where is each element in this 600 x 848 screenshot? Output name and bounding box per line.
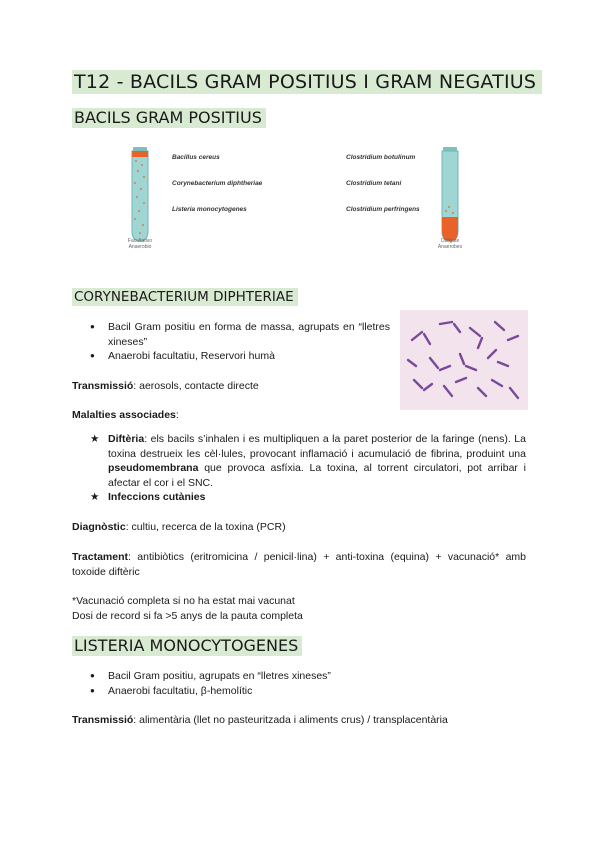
figure-label-corynebacterium: Corynebacterium diphtheriae bbox=[172, 180, 263, 187]
listeria-bullet-2: Anaerobi facultatiu, β-hemolític bbox=[108, 684, 253, 697]
difteria-text-1: : els bacils s’inhalen i es multipliquen a la paret posterior de la faringe (nens). La toxina destrueix les cèl·lules, provocant inflamació i acumulació de fibrina, produint una bbox=[108, 433, 526, 460]
difteria-text-2: que provoca asfíxia. La toxina, al torrent circulatori, pot arribar i afectar el cor i el SNC. bbox=[108, 462, 526, 489]
tractament-text: : antibiòtics (eritromicina / penicil·lina) + anti-toxina (equina) + vacunació* amb toxoide diftèric bbox=[72, 551, 526, 578]
coryne-tractament bbox=[72, 550, 526, 579]
bullet-marker: ● bbox=[90, 685, 95, 695]
star-marker: ★ bbox=[90, 433, 100, 445]
diagnostic-text: : cultiu, recerca de la toxina (PCR) bbox=[125, 521, 286, 533]
anaerobe-tube-illustration bbox=[430, 145, 470, 245]
malalties-colon: : bbox=[175, 409, 179, 421]
star-marker: ★ bbox=[90, 491, 100, 503]
listeria-transmissio-text: : alimentària (llet no pasteuritzada i aliments crus) / transplacentària bbox=[133, 714, 448, 726]
listeria-bullet-1: Bacil Gram positiu, agrupats en “lletres xineses” bbox=[108, 670, 331, 682]
listeria-transmissio bbox=[72, 713, 448, 728]
transmissio-label: Transmissió bbox=[72, 380, 134, 392]
coryne-bullet-2: Anaerobi facultatiu, Reservori humà bbox=[108, 350, 275, 362]
figure-label-bacillus: Bacillus cereus bbox=[172, 154, 220, 161]
bullet-marker: ● bbox=[90, 671, 95, 680]
figure-label-c-tetani: Clostridium tetani bbox=[346, 180, 402, 187]
listeria-bullet-list bbox=[90, 669, 510, 698]
vaccination-note-1: *Vacunació completa si no ha estat mai vacunat bbox=[72, 595, 295, 607]
coryne-diagnostic bbox=[72, 520, 286, 535]
right-tube-caption-1: Obligate bbox=[440, 238, 460, 244]
malalties-label: Malalties associades bbox=[72, 409, 176, 421]
list-item bbox=[90, 684, 510, 699]
tractament-label: Tractament bbox=[72, 551, 129, 563]
facultative-tube-illustration bbox=[120, 145, 160, 245]
figure-label-c-perfringens: Clostridium perfringens bbox=[346, 206, 420, 213]
left-tube-caption-1: Facultativo bbox=[127, 238, 153, 244]
figure-label-c-botulinum: Clostridium botulinum bbox=[346, 154, 416, 161]
bullet-marker: ● bbox=[90, 322, 95, 331]
corynebacterium-micrograph bbox=[400, 310, 528, 410]
coryne-bullet-list bbox=[90, 320, 390, 364]
page-title: T12 - BACILS GRAM POSITIUS I GRAM NEGATIUS bbox=[72, 70, 542, 94]
list-item bbox=[90, 349, 390, 364]
malalties-list bbox=[90, 432, 526, 505]
list-item bbox=[90, 432, 526, 490]
left-tube-caption-2: Anaerobio bbox=[128, 244, 152, 250]
diagnostic-label: Diagnòstic bbox=[72, 521, 126, 533]
transmissio-text: : aerosols, contacte directe bbox=[133, 380, 259, 392]
list-item bbox=[90, 669, 510, 684]
bullet-marker: ● bbox=[90, 351, 95, 360]
coryne-bullet-1: Bacil Gram positiu en forma de massa, agrupats en “lletres xineses” bbox=[108, 321, 390, 348]
listeria-transmissio-label: Transmissió bbox=[72, 714, 134, 726]
section-heading-listeria: LISTERIA MONOCYTOGENES bbox=[72, 636, 302, 656]
figure-label-listeria: Listeria monocytogenes bbox=[172, 206, 247, 213]
right-tube-caption-2: Anaerobes bbox=[437, 244, 463, 250]
coryne-transmissio bbox=[72, 379, 259, 394]
vaccination-note-2: Dosi de record si fa >5 anys de la pauta completa bbox=[72, 610, 303, 622]
malalties-heading bbox=[72, 408, 179, 423]
section-heading-gram-positius: BACILS GRAM POSITIUS bbox=[72, 108, 266, 128]
section-heading-corynebacterium: CORYNEBACTERIUM DIPHTERIAE bbox=[72, 288, 298, 306]
list-item bbox=[90, 490, 526, 505]
list-item bbox=[90, 320, 390, 349]
infeccions-cutanies-label: Infeccions cutànies bbox=[108, 491, 206, 503]
difteria-label: Diftèria bbox=[108, 433, 145, 445]
oxygen-requirement-figure bbox=[110, 140, 480, 260]
pseudomembrana-term: pseudomembrana bbox=[108, 462, 199, 474]
